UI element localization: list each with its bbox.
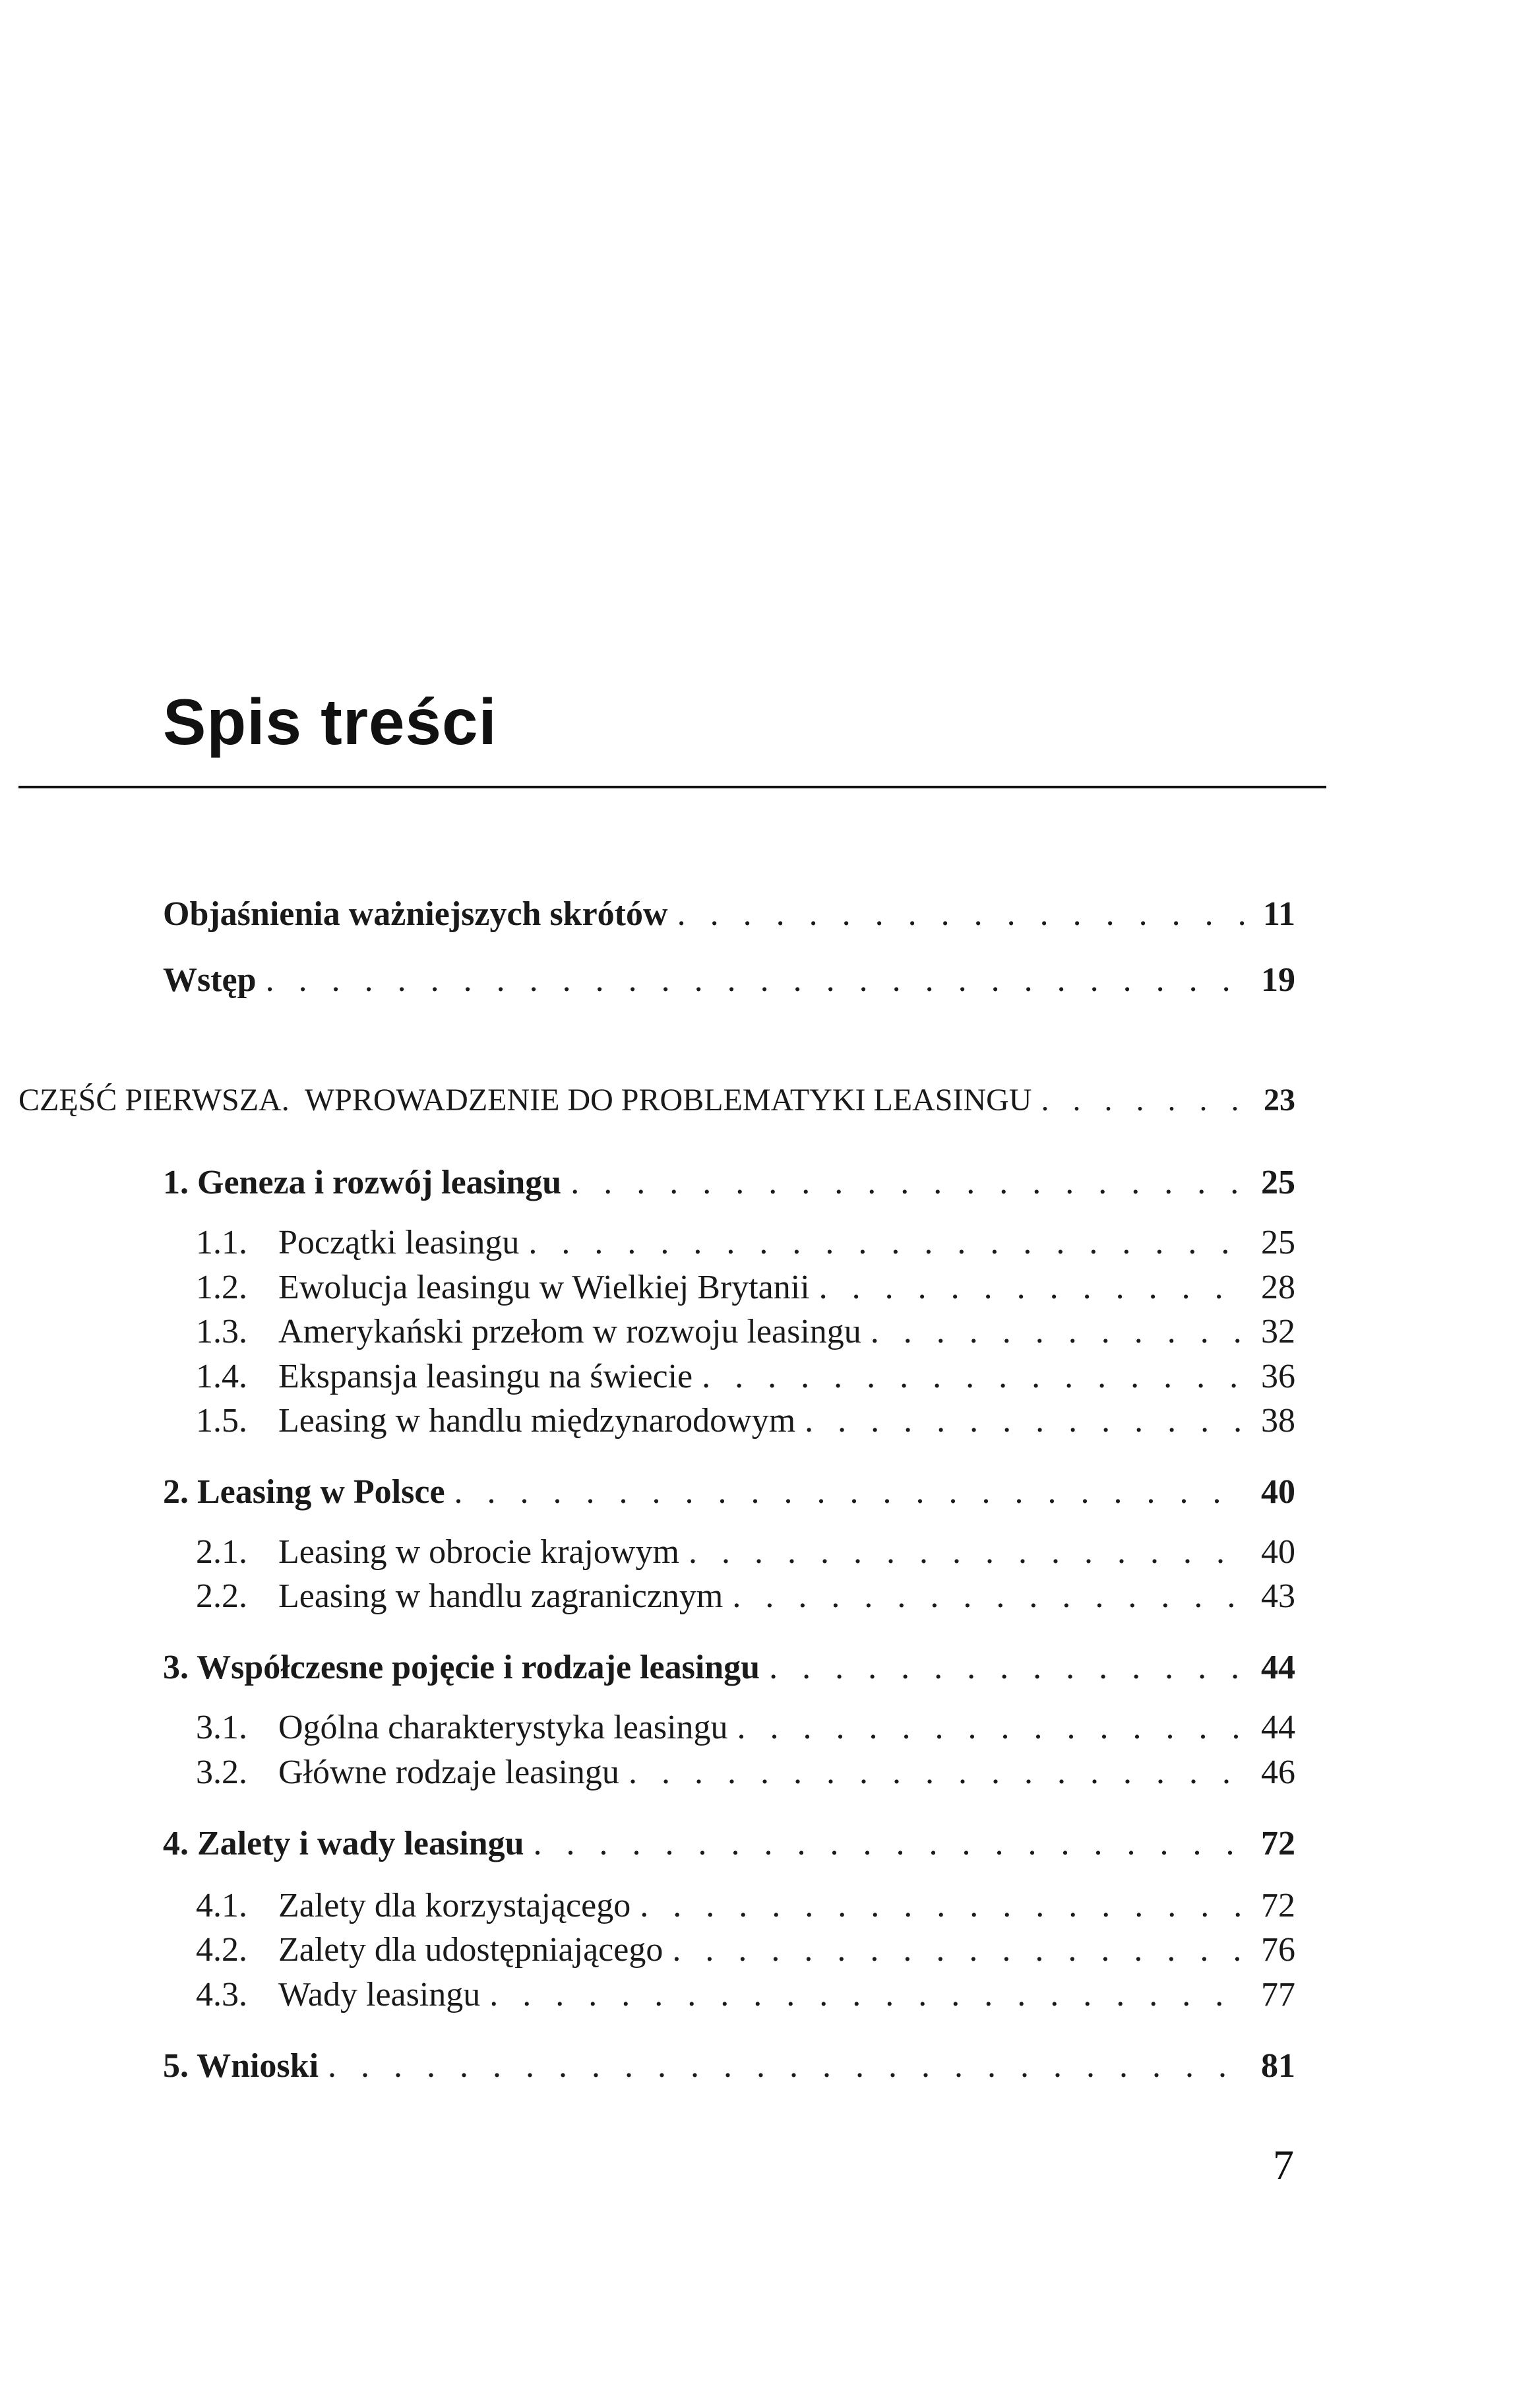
toc-entry-title: Leasing w handlu zagranicznym xyxy=(278,1577,724,1615)
toc-entry-number: 1.2. xyxy=(196,1269,247,1306)
dot-leader xyxy=(489,1975,1244,2015)
dot-leader xyxy=(454,1473,1244,1512)
toc-entry-number: 3.1. xyxy=(196,1709,247,1746)
toc-entry-section-4-3[interactable] xyxy=(196,1975,1295,2015)
toc-entry-page: 36 xyxy=(1261,1358,1295,1395)
toc-entry-section-1-1[interactable] xyxy=(196,1223,1295,1263)
toc-entry-page: 44 xyxy=(1261,1709,1295,1746)
toc-entry-section-1-5[interactable] xyxy=(196,1401,1295,1441)
toc-entry-title: Ewolucja leasingu w Wielkiej Brytanii xyxy=(278,1269,810,1306)
toc-entry-number: 3.2. xyxy=(196,1754,247,1791)
toc-entry-number: 4.2. xyxy=(196,1931,247,1969)
toc-entry-section-2-1[interactable] xyxy=(196,1533,1295,1572)
toc-entry-section-3-2[interactable] xyxy=(196,1753,1295,1792)
toc-entry-page: 40 xyxy=(1261,1533,1295,1571)
toc-entry-number: 1.5. xyxy=(196,1402,247,1440)
toc-entry-title: Zalety dla korzystającego xyxy=(278,1887,631,1924)
toc-entry-page: 77 xyxy=(1261,1976,1295,2013)
toc-entry-section-1-4[interactable] xyxy=(196,1357,1295,1397)
dot-leader xyxy=(629,1753,1244,1792)
dot-leader xyxy=(640,1886,1244,1926)
toc-entry-number: 1. xyxy=(163,1164,189,1201)
page-number: 7 xyxy=(1273,2141,1294,2188)
toc-entry-chapter-2[interactable] xyxy=(163,1473,1295,1512)
toc-entry-title: CZĘŚĆ PIERWSZA. WPROWADZENIE DO PROBLEMATYKI LEASINGU xyxy=(18,1083,1032,1118)
toc-entry-page: 11 xyxy=(1262,895,1295,933)
toc-entry-page: 43 xyxy=(1261,1577,1295,1615)
toc-entry-section-1-2[interactable] xyxy=(196,1268,1295,1308)
toc-entry-section-1-3[interactable] xyxy=(196,1312,1295,1352)
toc-entry-title: 2. Leasing w Polsce xyxy=(163,1473,445,1511)
toc-entry-title: 1. Geneza i rozwój leasingu xyxy=(163,1164,562,1201)
toc-entry-title: Wstęp xyxy=(163,961,257,999)
dot-leader xyxy=(570,1163,1244,1203)
dot-leader xyxy=(732,1577,1244,1616)
toc-entry-section-2-2[interactable] xyxy=(196,1577,1295,1616)
dot-leader xyxy=(1041,1081,1244,1120)
toc-entry-number: 1.3. xyxy=(196,1313,247,1350)
toc-entry-title: 5. Wnioski xyxy=(163,2047,319,2085)
dot-leader xyxy=(328,2046,1244,2086)
dot-leader xyxy=(805,1401,1244,1441)
toc-entry-page: 72 xyxy=(1261,1887,1295,1924)
toc-entry-title: Początki leasingu xyxy=(278,1224,520,1261)
toc-entry-title: Ogólna charakterystyka leasingu xyxy=(278,1709,728,1746)
toc-entry-page: 19 xyxy=(1261,961,1295,999)
toc-entry-page: 76 xyxy=(1261,1931,1295,1969)
page-title: Spis treści xyxy=(163,685,497,758)
toc-entry-title: Zalety dla udostępniającego xyxy=(278,1931,663,1969)
dot-leader xyxy=(528,1223,1244,1263)
toc-entry-page: 28 xyxy=(1261,1269,1295,1306)
toc-entry-number: 4.3. xyxy=(196,1976,247,2013)
toc-entry-page: 32 xyxy=(1261,1313,1295,1350)
dot-leader xyxy=(769,1648,1244,1688)
dot-leader xyxy=(689,1533,1244,1572)
toc-entry-chapter-4[interactable] xyxy=(163,1824,1295,1864)
toc-entry-section-4-1[interactable] xyxy=(196,1886,1295,1926)
toc-entry-page: 44 xyxy=(1261,1649,1295,1686)
toc-entry-page: 81 xyxy=(1261,2047,1295,2085)
toc-entry-page: 25 xyxy=(1261,1224,1295,1261)
toc-entry-page: 40 xyxy=(1261,1473,1295,1511)
dot-leader xyxy=(672,1930,1244,1970)
toc-entry-title: Główne rodzaje leasingu xyxy=(278,1754,619,1791)
toc-entry-section-3-1[interactable] xyxy=(196,1708,1295,1748)
toc-entry-page: 72 xyxy=(1261,1825,1295,1862)
toc-entry-page: 38 xyxy=(1261,1402,1295,1440)
toc-entry-number: 4.1. xyxy=(196,1887,247,1924)
dot-leader xyxy=(737,1708,1244,1748)
dot-leader xyxy=(702,1357,1244,1397)
toc-entry-number: 3. xyxy=(163,1649,189,1686)
toc-entry-number: 1.4. xyxy=(196,1358,247,1395)
toc-entry-page: 46 xyxy=(1261,1754,1295,1791)
title-divider xyxy=(18,786,1326,788)
toc-entry-number: 5. xyxy=(163,2047,189,2085)
dot-leader xyxy=(677,895,1244,934)
toc-entry-title: Objaśnienia ważniejszych skrótów xyxy=(163,895,668,933)
toc-entry-title: 4. Zalety i wady leasingu xyxy=(163,1825,524,1862)
toc-entry-number: 2.1. xyxy=(196,1533,247,1571)
toc-entry-number: 2. xyxy=(163,1473,189,1511)
toc-entry-page: 23 xyxy=(1264,1083,1295,1118)
toc-entry-title: Leasing w obrocie krajowym xyxy=(278,1533,679,1571)
toc-entry-title: 3. Współczesne pojęcie i rodzaje leasingu xyxy=(163,1649,760,1686)
toc-entry-title: Leasing w handlu międzynarodowym xyxy=(278,1402,796,1440)
dot-leader xyxy=(534,1824,1245,1864)
toc-entry-chapter-1[interactable] xyxy=(163,1163,1295,1203)
toc-entry-part-one[interactable] xyxy=(18,1081,1295,1120)
toc-entry-chapter-5[interactable] xyxy=(163,2046,1295,2086)
toc-entry-page: 25 xyxy=(1261,1164,1295,1201)
toc-entry-abbreviations[interactable] xyxy=(163,895,1295,934)
toc-entry-title: Ekspansja leasingu na świecie xyxy=(278,1358,693,1395)
toc-entry-section-4-2[interactable] xyxy=(196,1930,1295,1970)
dot-leader xyxy=(871,1312,1244,1352)
dot-leader xyxy=(266,961,1244,1000)
toc-entry-number: 4. xyxy=(163,1825,189,1862)
toc-entry-title: Wady leasingu xyxy=(278,1976,481,2013)
dot-leader xyxy=(819,1268,1244,1308)
toc-entry-chapter-3[interactable] xyxy=(163,1648,1295,1688)
toc-entry-number: 1.1. xyxy=(196,1224,247,1261)
toc-entry-introduction[interactable] xyxy=(163,961,1295,1000)
toc-entry-number: 2.2. xyxy=(196,1577,247,1615)
toc-entry-title: Amerykański przełom w rozwoju leasingu xyxy=(278,1313,861,1350)
